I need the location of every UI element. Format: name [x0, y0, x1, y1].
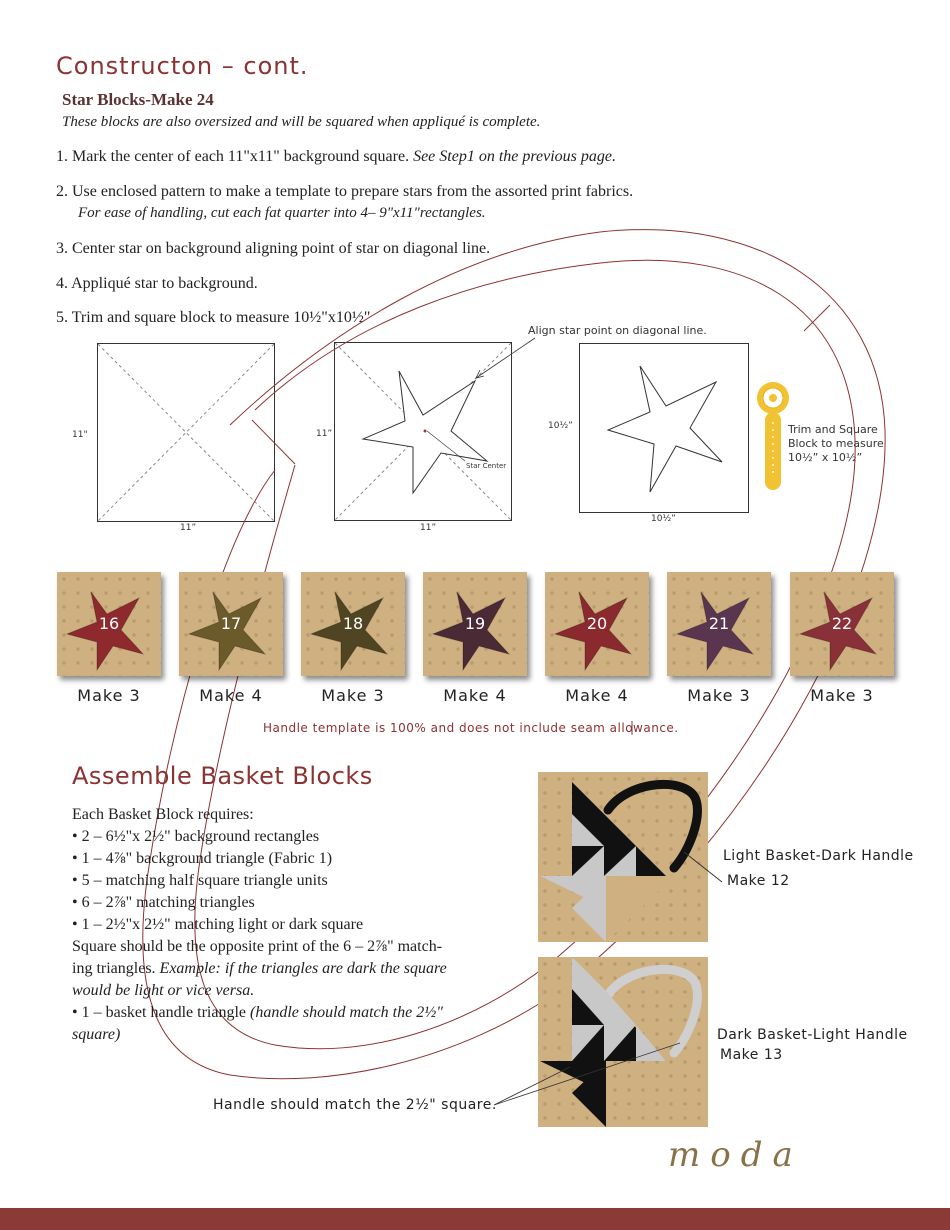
- handle-template-note: Handle template is 100% and does not include seam allowance.: [263, 721, 679, 735]
- make-label-16: Make 3: [77, 686, 141, 705]
- assemble-intro: Each Basket Block requires:: [72, 806, 254, 823]
- basket-dark-make: Make 13: [720, 1047, 783, 1063]
- square-note-line2: [72, 958, 512, 980]
- make-label-19: Make 4: [443, 686, 507, 705]
- d3-side-label: 10½”: [548, 421, 573, 431]
- footer-bar: [0, 1208, 950, 1230]
- example-italic: Example: if the triangles are dark the square: [159, 960, 447, 977]
- handle-match-arrows: [490, 1035, 690, 1110]
- d1-bottom-label: 11”: [180, 523, 197, 533]
- star-blocks-heading: Star Blocks-Make 24: [62, 90, 214, 109]
- star-tile-19: [423, 572, 527, 676]
- example-italic-2: would be light or vice versa.: [72, 982, 255, 999]
- requirement-item: • 5 – matching half square triangle units: [72, 872, 328, 889]
- handle-item: [72, 1002, 512, 1024]
- star-center-label: Star Center: [466, 462, 507, 470]
- basket-light-label: Light Basket-Dark Handle: [723, 848, 914, 864]
- star-tile-22: [790, 572, 894, 676]
- page-title: Constructon – cont.: [56, 52, 309, 80]
- star-number-21: 21: [708, 614, 730, 633]
- requirement-item: • 1 – 4⅞" background triangle (Fabric 1): [72, 850, 333, 867]
- make-label-20: Make 4: [565, 686, 629, 705]
- assemble-requirements: [72, 804, 512, 1046]
- basket-light-make: Make 12: [727, 873, 790, 889]
- star-number-20: 20: [586, 614, 608, 633]
- square-note-text: ing triangles.: [72, 960, 156, 977]
- star-number-22: 22: [831, 614, 853, 633]
- basket-light-pointer: [680, 850, 725, 890]
- handle-italic: (handle should match the 2½": [250, 1004, 443, 1021]
- handle-item-text: • 1 – basket handle triangle: [72, 1004, 246, 1021]
- moda-logo-text: moda: [668, 1136, 803, 1175]
- star-blocks-note: These blocks are also oversized and will be squared when appliqué is complete.: [62, 114, 541, 130]
- moda-logo: [660, 1136, 890, 1176]
- make-label-18: Make 3: [321, 686, 385, 705]
- star-number-18: 18: [342, 614, 364, 633]
- make-label-22: Make 3: [810, 686, 874, 705]
- step-1-text: 1. Mark the center of each 11"x11" background square.: [56, 148, 410, 165]
- star-tile-16: [57, 572, 161, 676]
- trim-note: Trim and Square Block to measure 10½” x 10½”: [788, 423, 884, 464]
- star-tile-20: [545, 572, 649, 676]
- d2-side-label: 11”: [316, 429, 333, 439]
- d3-bottom-label: 10½”: [651, 514, 676, 524]
- requirement-item: • 2 – 6½"x 2½" background rectangles: [72, 828, 320, 845]
- step-1-italic: See Step1 on the previous page.: [413, 148, 616, 165]
- d1-side-label: 11": [72, 430, 88, 440]
- basket-dark-label: Dark Basket-Light Handle: [717, 1027, 908, 1043]
- requirement-item: • 1 – 2½"x 2½" matching light or dark square: [72, 916, 364, 933]
- star-number-19: 19: [464, 614, 486, 633]
- assemble-heading: Assemble Basket Blocks: [72, 762, 373, 790]
- step-4: 4. Appliqué star to background.: [56, 275, 258, 292]
- step-2: 2. Use enclosed pattern to make a template to prepare stars from the assorted print fabrics.: [56, 183, 634, 200]
- align-note: Align star point on diagonal line.: [528, 324, 707, 337]
- requirement-item: • 6 – 2⅞" matching triangles: [72, 894, 255, 911]
- make-label-17: Make 4: [199, 686, 263, 705]
- square-note-line1: Square should be the opposite print of the 6 – 2⅞" match-: [72, 938, 443, 955]
- star-tile-17: [179, 572, 283, 676]
- step-5: 5. Trim and square block to measure 10½"x10½": [56, 309, 371, 326]
- star-tile-21: [667, 572, 771, 676]
- d2-bottom-label: 11”: [420, 523, 437, 533]
- star-tile-18: [301, 572, 405, 676]
- handle-match-note: Handle should match the 2½" square.: [213, 1097, 497, 1113]
- star-number-17: 17: [220, 614, 242, 633]
- star-number-16: 16: [98, 614, 120, 633]
- handle-italic-2: square): [72, 1026, 121, 1043]
- step-2-italic: For ease of handling, cut each fat quarter into 4– 9"x11"rectangles.: [78, 205, 486, 221]
- make-label-21: Make 3: [687, 686, 751, 705]
- step-3: 3. Center star on background aligning point of star on diagonal line.: [56, 240, 491, 257]
